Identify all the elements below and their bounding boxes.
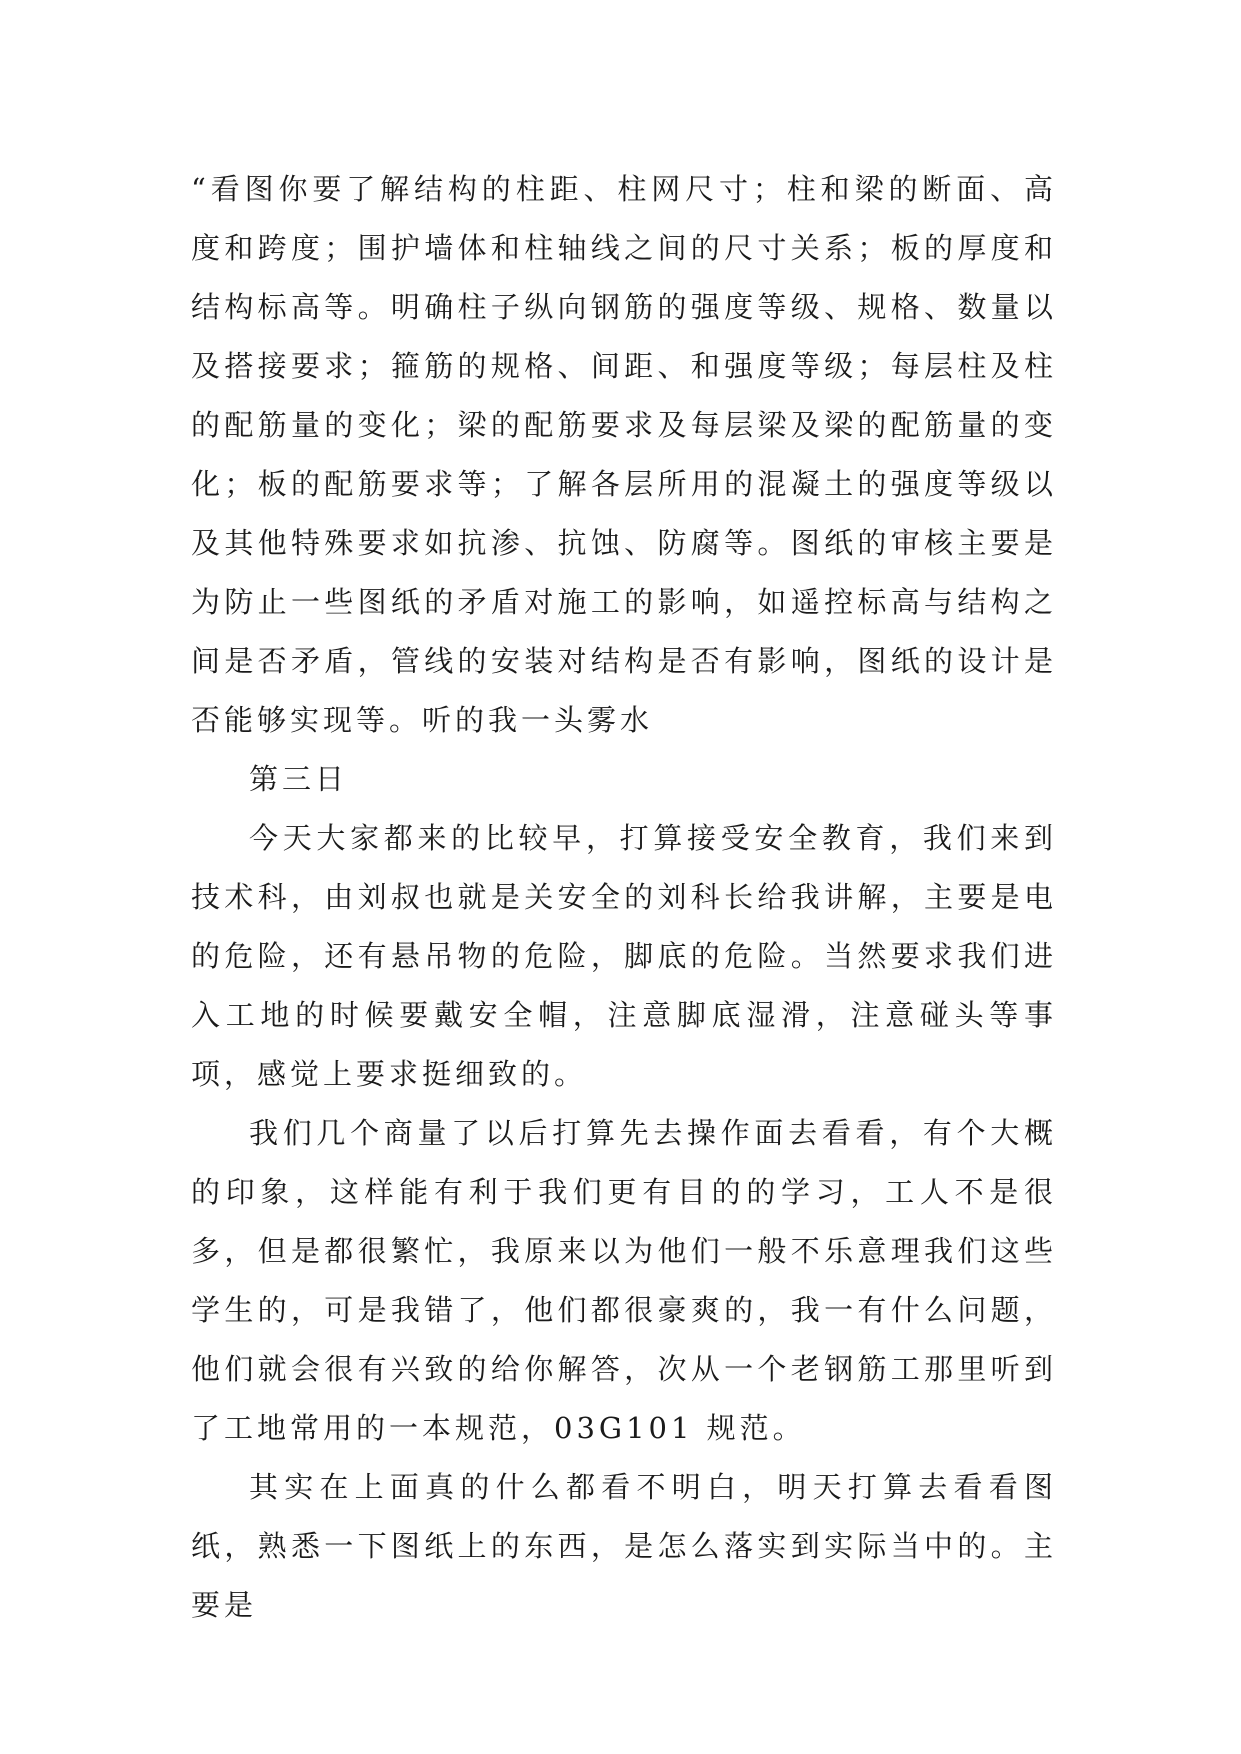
paragraph-plan-tomorrow: 其实在上面真的什么都看不明白，明天打算去看看图纸，熟悉一下图纸上的东西，是怎么落实到实际当中的。主要是 — [191, 1470, 1057, 1622]
section-heading-day-three: 第三日 — [249, 762, 349, 796]
paragraph-safety-education: 今天大家都来的比较早，打算接受安全教育，我们来到技术科，由刘叔也就是关安全的刘科长给我讲解，主要是电的危险，还有悬吊物的危险，脚底的危险。当然要求我们进入工地的时候要戴安全帽，注意脚底湿滑，注意碰头等事项，感觉上要求挺细致的。 — [191, 821, 1057, 1091]
paragraph-site-visit: 我们几个商量了以后打算先去操作面去看看，有个大概的印象，这样能有利于我们更有目的的学习，工人不是很多，但是都很繁忙，我原来以为他们一般不乐意理我们这些学生的，可是我错了，他们都很豪爽的，我一有什么问题，他们就会很有兴致的给你解答，次从一个老钢筋工那里听到了工地常用的一本规范，03G101 规范。 — [191, 1116, 1057, 1445]
document-body — [191, 160, 1057, 1635]
paragraph-drawing-reading-notes: “看图你要了解结构的柱距、柱网尺寸；柱和梁的断面、高度和跨度；围护墙体和柱轴线之间的尺寸关系；板的厚度和结构标高等。明确柱子纵向钢筋的强度等级、规格、数量以及搭接要求；箍筋的规格、间距、和强度等级；每层柱及柱的配筋量的变化；梁的配筋要求及每层梁及梁的配筋量的变化；板的配筋要求等；了解各层所用的混凝土的强度等级以及其他特殊要求如抗渗、抗蚀、防腐等。图纸的审核主要是为防止一些图纸的矛盾对施工的影响，如遥控标高与结构之间是否矛盾，管线的安装对结构是否有影响，图纸的设计是否能够实现等。听的我一头雾水 — [191, 172, 1057, 737]
